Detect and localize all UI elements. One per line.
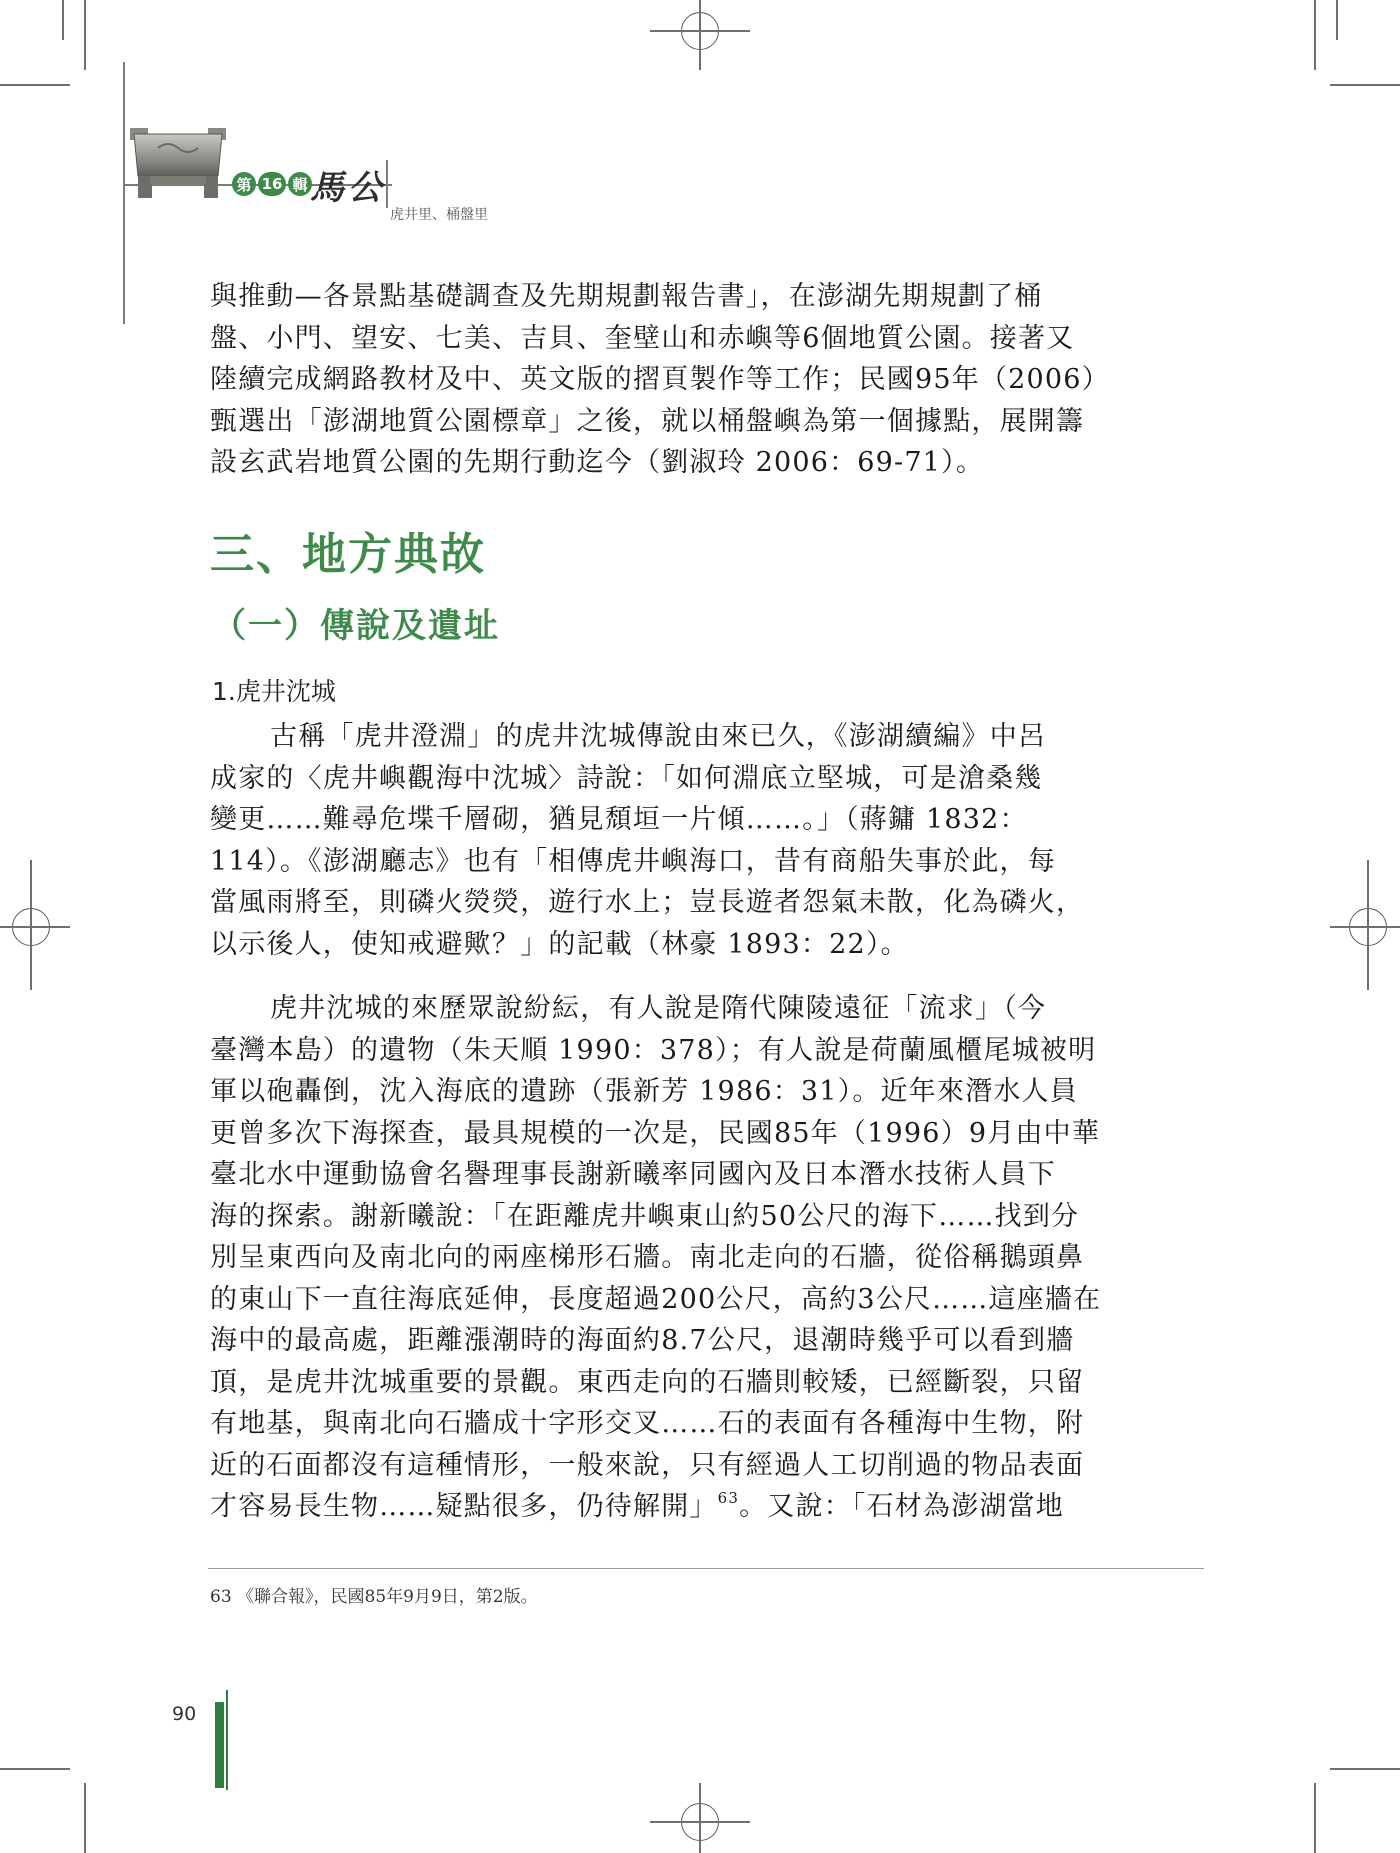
registration-mark-right-h — [1330, 926, 1400, 928]
text-line: 甄選出「澎湖地質公園標章」之後，就以桶盤嶼為第一個據點，展開籌 — [210, 405, 1085, 437]
text-line: 別呈東西向及南北向的兩座梯形石牆。南北走向的石牆，從俗稱鵝頭鼻 — [210, 1242, 1085, 1273]
paragraph-2 — [210, 988, 1192, 1528]
text-line-last — [210, 1486, 1192, 1528]
text-line: 變更……難尋危堞千層砌，猶見頹垣一片傾……。」（蔣鏞 1832： — [210, 804, 1028, 835]
header-vertical-rule — [123, 62, 125, 324]
footnote-ref[interactable]: 63 — [717, 1489, 740, 1507]
volume-badge — [232, 172, 314, 196]
footnote-rule — [208, 1568, 1204, 1569]
registration-mark-top-h — [650, 30, 750, 32]
crop-mark-bl-h — [0, 1768, 70, 1770]
crop-mark-tr-h — [1330, 84, 1400, 86]
registration-mark-bottom-h — [650, 1821, 750, 1823]
brand-divider — [386, 160, 388, 208]
crop-mark-left-line — [62, 0, 64, 40]
text-line: 設玄武岩地質公園的先期行動迄今（劉淑玲 2006：69-71）。 — [210, 447, 985, 478]
registration-mark-top-v — [699, 0, 701, 70]
header-subtitle: 虎井里、桶盤里 — [390, 207, 488, 223]
section-title: 三、地方典故 — [210, 529, 486, 580]
text-line: 臺灣本島）的遺物（朱天順 1990：378）；有人說是荷蘭風櫃尾城被明 — [210, 1034, 1097, 1066]
text-line: 近的石面都沒有這種情形，一般來說，只有經過人工切削過的物品表面 — [210, 1449, 1085, 1481]
text-line: 有地基，與南北向石牆成十字形交叉……石的表面有各種海中生物，附 — [210, 1408, 1085, 1439]
intro-paragraph — [210, 276, 1192, 484]
text-line: 虎井沈城的來歷眾說紛紜，有人說是隋代陳陵遠征「流求」（今 — [270, 993, 1047, 1024]
crop-mark-br-v — [1314, 1783, 1316, 1853]
page-accent-line — [226, 1690, 228, 1790]
stone-trough-icon — [128, 118, 228, 202]
text-segment: 才容易長生物……疑點很多，仍待解開」 — [210, 1491, 718, 1522]
badge-di: 第 — [232, 172, 256, 196]
registration-mark-left-v — [30, 860, 32, 990]
crop-mark-right-line — [1336, 0, 1338, 40]
text-line: 臺北水中運動協會名譽理事長謝新曦率同國內及日本潛水技術人員下 — [210, 1159, 1056, 1190]
registration-mark-bottom-v — [699, 1783, 701, 1853]
brand-title: 馬公 — [310, 168, 386, 208]
paragraph-1 — [210, 716, 1192, 965]
crop-mark-tl-h — [0, 84, 70, 86]
text-line: 的東山下一直往海底延伸，長度超過200公尺，高約3公尺……這座牆在 — [210, 1283, 1102, 1315]
item-title: 1.虎井沈城 — [212, 677, 336, 706]
crop-mark-br-h — [1330, 1768, 1400, 1770]
crop-mark-tr-v — [1314, 0, 1316, 70]
text-line: 盤、小門、望安、七美、吉貝、奎壁山和赤嶼等6個地質公園。接著又 — [210, 322, 1075, 354]
text-line: 海中的最高處，距離漲潮時的海面約8.7公尺，退潮時幾乎可以看到牆 — [210, 1325, 1075, 1356]
text-line: 以示後人，使知戒避歟？」的記載（林豪 1893：22）。 — [210, 928, 909, 960]
crop-mark-tl-v — [84, 0, 86, 70]
page-number: 90 — [172, 1703, 197, 1725]
registration-mark-right-v — [1367, 860, 1369, 990]
text-line: 陸續完成網路教材及中、英文版的摺頁製作等工作；民國95年（2006） — [210, 364, 1110, 395]
text-segment: 。又說：「石材為澎湖當地 — [739, 1491, 1065, 1522]
text-line: 114）。《澎湖廳志》也有「相傳虎井嶼海口，昔有商船失事於此，每 — [210, 845, 1056, 877]
text-line: 更曾多次下海探查，最具規模的一次是，民國85年（1996）9月由中華 — [210, 1117, 1101, 1149]
text-line: 古稱「虎井澄淵」的虎井沈城傳說由來已久，《澎湖續編》中呂 — [270, 721, 1047, 752]
text-line: 海的探索。謝新曦說：「在距離虎井嶼東山約50公尺的海下……找到分 — [210, 1200, 1080, 1232]
registration-mark-left-h — [0, 926, 70, 928]
badge-ji: 輯 — [288, 172, 312, 196]
text-line: 與推動—各景點基礎調查及先期規劃報告書」，在澎湖先期規劃了桶 — [210, 281, 1043, 312]
text-line: 當風雨將至，則磷火熒熒，遊行水上；豈長遊者怨氣未散，化為磷火， — [210, 887, 1085, 918]
crop-mark-bl-v — [84, 1783, 86, 1853]
subsection-title: （一）傳說及遺址 — [212, 606, 500, 646]
text-line: 成家的〈虎井嶼觀海中沈城〉詩說：「如何淵底立堅城，可是滄桑幾 — [210, 762, 1043, 794]
page-accent-bar — [215, 1702, 224, 1788]
badge-number: 16 — [258, 172, 286, 196]
text-line: 軍以砲轟倒，沈入海底的遺跡（張新芳 1986：31）。近年來潛水人員 — [210, 1076, 1078, 1107]
footnote-63: 63 《聯合報》，民國85年9月9日，第2版。 — [210, 1587, 538, 1607]
text-line: 頂，是虎井沈城重要的景觀。東西走向的石牆則較矮，已經斷裂，只留 — [210, 1366, 1085, 1398]
